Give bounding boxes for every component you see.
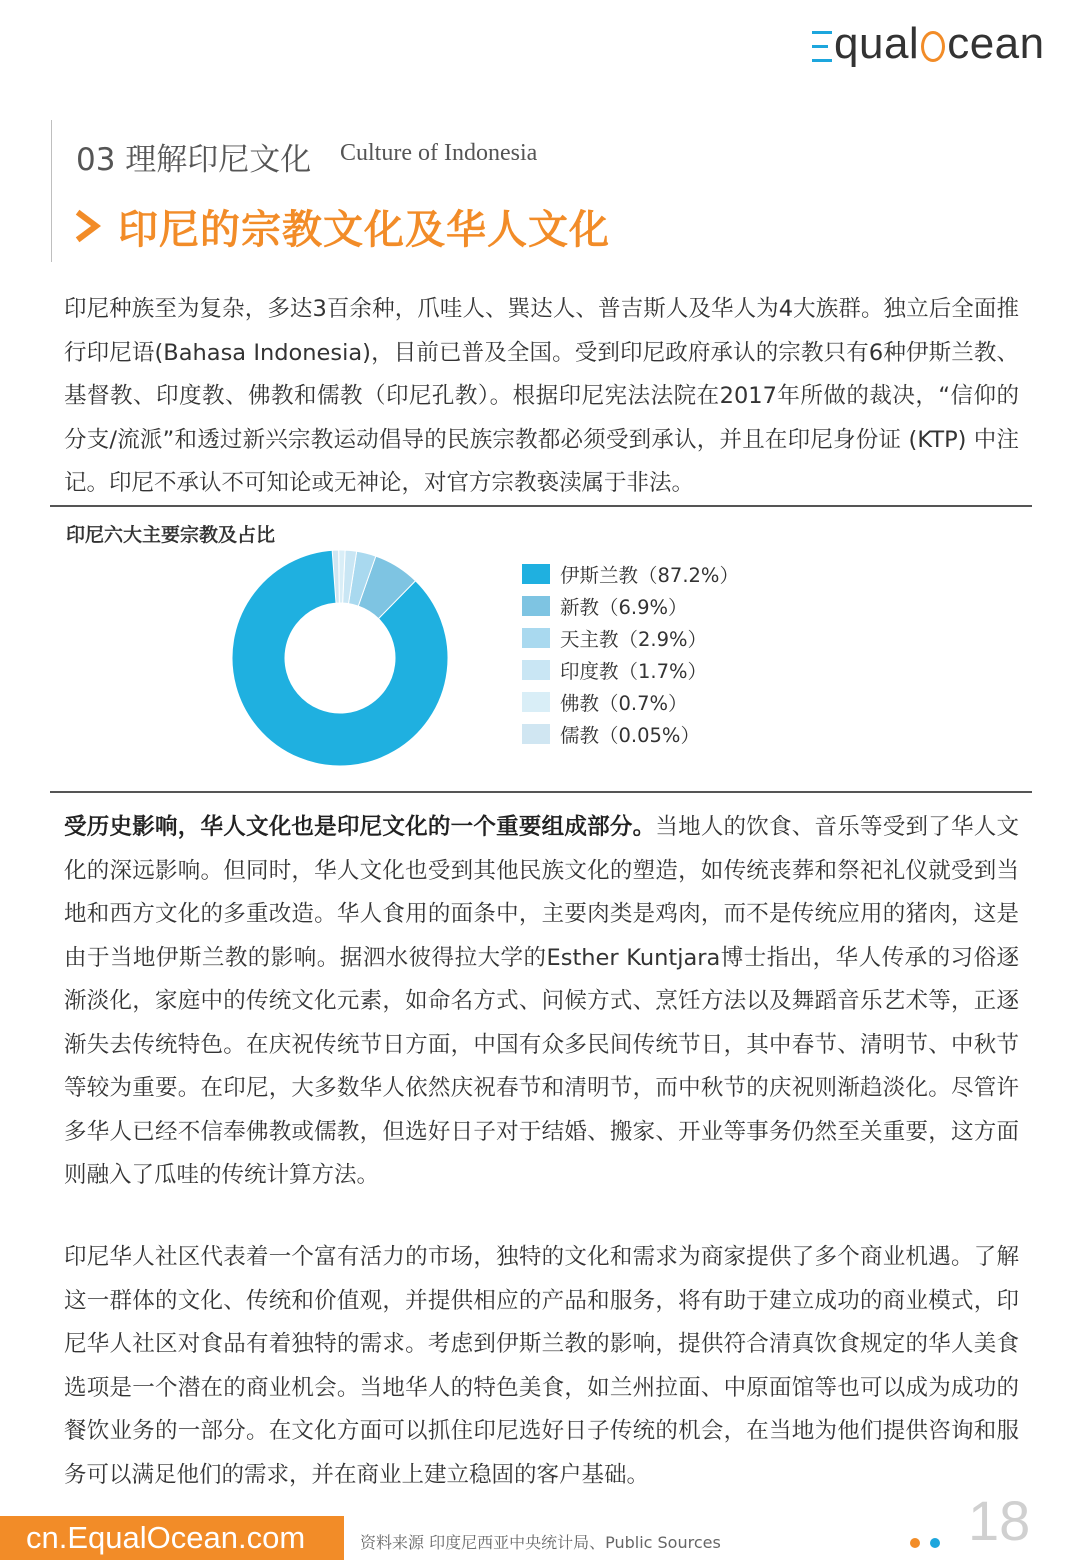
legend-label-5: 佛教（0.7%） [560, 692, 688, 715]
footer-site-link[interactable]: cn.EqualOcean.com [0, 1516, 344, 1560]
section-title-en: Culture of Indonesia [340, 140, 538, 166]
culture-paragraph [64, 806, 1019, 1198]
logo-e-mark [812, 31, 832, 62]
divider-bottom [50, 791, 1032, 793]
page-number: 18 [968, 1489, 1031, 1552]
orange-dot [910, 1538, 920, 1548]
legend-swatch-1 [522, 564, 550, 584]
legend-label-1: 伊斯兰教（87.2%） [560, 564, 739, 587]
page-title: 印尼的宗教文化及华人文化 [118, 206, 610, 253]
intro-paragraph: 印尼种族至为复杂，多达3百余种，爪哇人、巽达人、普吉斯人及华人为4大族群。独立后全面推行印尼语(Bahasa Indonesia)，目前已普及全国。受到印尼政府承认的宗教只有6种伊斯兰教、基督教、印度教、佛教和儒教（印尼孔教）。根据印尼宪法法院在2017年所做的裁决，“信仰的分支/流派”和透过新兴宗教运动倡导的民族宗教都必须受到承认，并且在印尼身份证 (KTP) 中注记。印尼不承认不可知论或无神论，对官方宗教亵渎属于非法。 [64, 296, 1019, 496]
chart-title: 印尼六大主要宗教及占比 [66, 524, 276, 546]
section-divider-line [51, 120, 52, 262]
chevron-right-icon [74, 208, 104, 244]
legend-swatch-5 [522, 692, 550, 712]
legend-item-1 [522, 558, 739, 590]
legend-swatch-3 [522, 628, 550, 648]
legend-item-4 [522, 654, 739, 686]
legend-item-5 [522, 686, 739, 718]
legend-label-4: 印度教（1.7%） [560, 660, 708, 683]
logo-o-mark [921, 31, 945, 62]
page-dots-decoration [910, 1536, 946, 1550]
blue-dot [930, 1538, 940, 1548]
page-title-row [74, 196, 610, 256]
legend-label-2: 新教（6.9%） [560, 596, 688, 619]
culture-paragraph-body: 当地人的饮食、音乐等受到了华人文化的深远影响。但同时，华人文化也受到其他民族文化的塑造，如传统丧葬和祭祀礼仪就受到当地和西方文化的多重改造。华人食用的面条中，主要肉类是鸡肉，而不是传统应用的猪肉，这是由于当地伊斯兰教的影响。据泗水彼得拉大学的Esther Kuntjara博士指出，华人传承的习俗逐渐淡化，家庭中的传统文化元素，如命名方式、问候方式、烹饪方法以及舞蹈音乐艺术等，正逐渐失去传统特色。在庆祝传统节日方面，中国有众多民间传统节日，其中春节、清明节、中秋节等较为重要。在印尼，大多数华人依然庆祝春节和清明节，而中秋节的庆祝则渐趋淡化。尽管许多华人已经不信奉佛教或儒教，但选好日子对于结婚、搬家、开业等事务仍然至关重要，这方面则融入了瓜哇的传统计算方法。 [64, 814, 1019, 1188]
logo-text-part2: cean [947, 19, 1045, 68]
legend-label-6: 儒教（0.05%） [560, 724, 700, 747]
market-paragraph: 印尼华人社区代表着一个富有活力的市场，独特的文化和需求为商家提供了多个商业机遇。了解这一群体的文化、传统和价值观，并提供相应的产品和服务，将有助于建立成功的商业模式，印尼华人社区对食品有着独特的需求。考虑到伊斯兰教的影响，提供符合清真饮食规定的华人美食选项是一个潜在的商业机会。当地华人的特色美食，如兰州拉面、中原面馆等也可以成为成功的餐饮业务的一部分。在文化方面可以抓住印尼选好日子传统的机会，在当地为他们提供咨询和服务可以满足他们的需求，并在商业上建立稳固的客户基础。 [64, 1244, 1019, 1488]
legend-swatch-4 [522, 660, 550, 680]
divider-top [50, 505, 1032, 507]
culture-paragraph-lead: 受历史影响，华人文化也是印尼文化的一个重要组成部分。 [64, 814, 656, 840]
legend-item-2 [522, 590, 739, 622]
legend-swatch-2 [522, 596, 550, 616]
religion-donut-chart [230, 548, 450, 768]
source-note: 资料来源 印度尼西亚中央统计局、Public Sources [360, 1533, 721, 1552]
chart-legend [522, 558, 739, 750]
section-title-cn: 03 理解印尼文化 [76, 142, 312, 178]
legend-item-6 [522, 718, 739, 750]
legend-item-3 [522, 622, 739, 654]
equalocean-logo [812, 16, 1045, 72]
legend-label-3: 天主教（2.9%） [560, 628, 708, 651]
legend-swatch-6 [522, 724, 550, 744]
logo-text-part1: qual [834, 19, 920, 68]
